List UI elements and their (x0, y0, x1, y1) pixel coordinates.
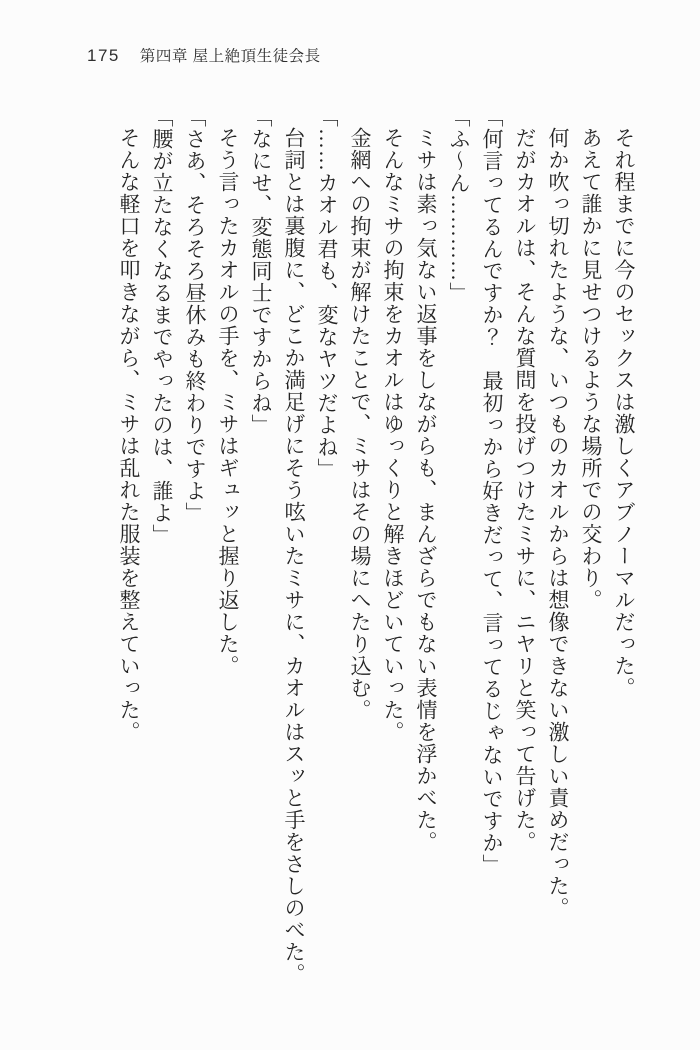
text-column: 台詞とは裏腹に、どこか満足げにそう呟いたミサに、カオルはスッと手をさしのべた。 (282, 127, 306, 985)
text-column: 「腰が立たなくなるまでやったのは、誰よ」 (150, 106, 174, 546)
body-text (112, 106, 640, 1006)
page-header (87, 44, 321, 66)
text-column: それ程までに今のセックスは激しくアブノーマルだった。 (612, 127, 636, 699)
text-column: だがカオルは、そんな質問を投げつけたミサに、ニヤリと笑って告げた。 (513, 127, 537, 853)
text-column: 何か吹っ切れたような、いつものカオルからは想像できない激しい責めだった。 (546, 127, 570, 919)
text-column: そんなミサの拘束をカオルはゆっくりと解きほどいていった。 (381, 127, 405, 743)
page-number: 175 (87, 46, 120, 65)
text-column: そう言ったカオルの手を、ミサはギュッと握り返した。 (216, 127, 240, 677)
text-column: そんな軽口を叩きながら、ミサは乱れた服装を整えていった。 (117, 127, 141, 743)
text-column: あえて誰かに見せつけるような場所での交わり。 (579, 127, 603, 611)
chapter-title: 第四章 屋上絶頂生徒会長 (139, 48, 321, 65)
text-column: 「なにせ、変態同士ですからね」 (249, 106, 273, 436)
text-column: 「ふ～ん…………」 (447, 106, 471, 304)
text-column: 「さあ、そろそろ昼休みも終わりですよ」 (183, 106, 207, 524)
text-column: ミサは素っ気ない返事をしながらも、まんざらでもない表情を浮かべた。 (414, 127, 438, 853)
text-column: 金網への拘束が解けたことで、ミサはその場にへたり込む。 (348, 127, 372, 721)
text-column: 「……カオル君も、変なヤツだよね」 (315, 106, 339, 480)
text-column: 「何言ってるんですか？ 最初っから好きだって、言ってるじゃないですか」 (480, 106, 504, 876)
